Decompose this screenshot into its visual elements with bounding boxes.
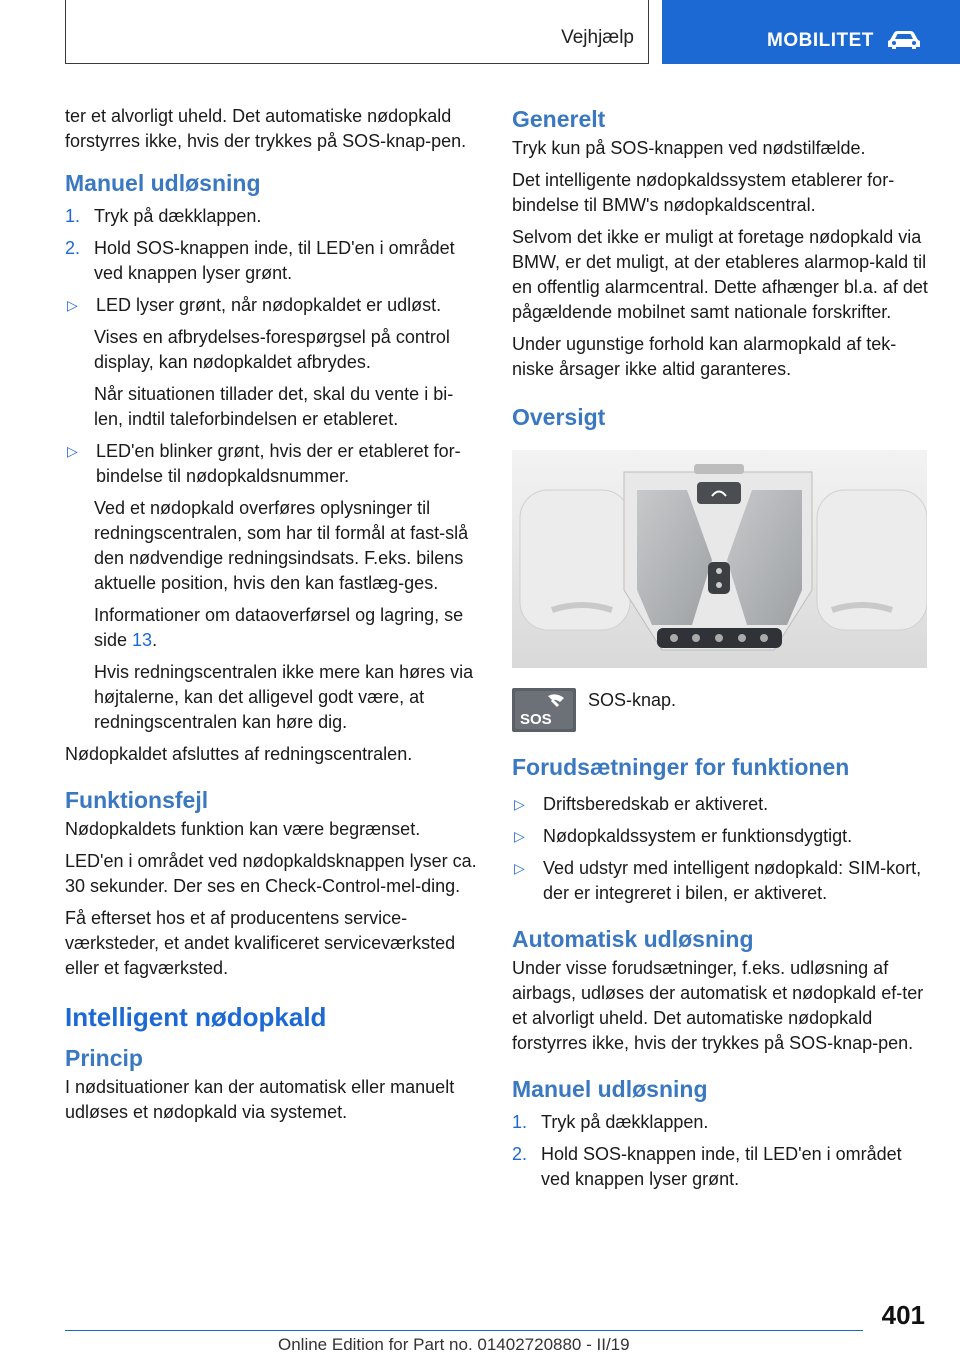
manual-heading-left: Manuel udløsning: [65, 170, 261, 196]
car-icon: [886, 29, 922, 51]
step-number: 2.: [512, 1144, 528, 1164]
sos-caption: SOS-knap.: [588, 690, 677, 710]
general-paragraph: Selvom det ikke er muligt at foretage nødopkald via BMW, er det muligt, at der etableres alarmop-kald til en offentlig alarmcentral. Dette afhænger bl.a. af det pågældende mobilnet samt nationale forskrifter.: [512, 227, 928, 322]
list-item: [65, 293, 480, 318]
triangle-bullet-icon: ▷: [67, 297, 78, 313]
list-item: [65, 236, 480, 286]
prereq-heading: Forudsætninger for funktionen: [512, 754, 850, 780]
triangle-bullet-icon: ▷: [67, 443, 78, 459]
overview-heading: Oversigt: [512, 404, 606, 430]
list-item: [512, 856, 930, 906]
list-item: [512, 792, 930, 817]
principle-heading: Princip: [65, 1045, 143, 1071]
step-number: 1.: [65, 206, 81, 226]
list-item: [512, 1110, 930, 1135]
header-section-box: [65, 0, 649, 64]
speaker-note: Hvis redningscentralen ikke mere kan høres via højtalerne, kan det alligevel godt være, at redningscentralen kan høre dig.: [94, 662, 474, 732]
bullet-text: LED lyser grønt, når nødopkaldet er udløst.: [96, 295, 442, 315]
bullet-sub-paragraph: Når situationen tillader det, skal du vente i bi-len, indtil taleforbindelsen er etableret.: [94, 384, 454, 429]
right-column: [512, 104, 930, 1199]
bullet-text: Nødopkaldssystem er funktionsdygtigt.: [543, 826, 853, 846]
triangle-bullet-icon: ▷: [514, 828, 525, 844]
header-chapter-tab[interactable]: [662, 0, 960, 64]
general-paragraph: Under ugunstige forhold kan alarmopkald af tek-niske årsager ikke altid garanteres.: [512, 334, 897, 379]
header-section-title: Vejhjælp: [561, 27, 634, 48]
step-text: Hold SOS-knappen inde, til LED'en i området ved knappen lyser grønt.: [541, 1144, 902, 1189]
list-item: [65, 439, 480, 489]
step-text: Hold SOS-knappen inde, til LED'en i området ved knappen lyser grønt.: [94, 238, 455, 283]
list-item: [512, 1142, 930, 1192]
page-link[interactable]: 13: [132, 630, 153, 650]
bullet-text: Ved udstyr med intelligent nødopkald: SIM-kort, der er integreret i bilen, er aktiveret.: [543, 858, 922, 903]
triangle-bullet-icon: ▷: [514, 796, 525, 812]
end-note: Nødopkaldet afsluttes af redningscentralen.: [65, 744, 413, 764]
step-text: Tryk på dækklappen.: [94, 206, 262, 226]
footer-edition: Online Edition for Part no. 01402720880 - II/19: [278, 1335, 630, 1354]
info-suffix: .: [152, 630, 158, 650]
intro-paragraph: ter et alvorligt uheld. Det automatiske nødopkald forstyrres ikke, hvis der trykkes på SOS-knap-pen.: [65, 106, 467, 151]
main-heading: Intelligent nødopkald: [65, 1002, 327, 1032]
fault-paragraph: Nødopkaldets funktion kan være begrænset.: [65, 819, 421, 839]
footer-divider: [65, 1330, 863, 1331]
overhead-console-illustration: [512, 450, 927, 668]
fault-heading: Funktionsfejl: [65, 787, 209, 813]
list-item: [65, 204, 480, 229]
left-column: [65, 104, 480, 1132]
triangle-bullet-icon: ▷: [514, 860, 525, 876]
info-prefix: Informationer om dataoverførsel og lagring, se side: [94, 605, 464, 650]
list-item: [512, 824, 930, 849]
sos-button-label: SOS: [520, 711, 552, 728]
general-paragraph: Tryk kun på SOS-knappen ved nødstilfælde.: [512, 138, 866, 158]
sos-button-icon: [512, 688, 576, 732]
page-number: 401: [881, 1300, 925, 1330]
step-number: 1.: [512, 1112, 528, 1132]
header-chapter-label: MOBILITET: [767, 30, 874, 51]
auto-heading: Automatisk udløsning: [512, 926, 754, 952]
bullet-text: LED'en blinker grønt, hvis der er etableret for-bindelse til nødopkaldsnummer.: [96, 441, 461, 486]
fault-paragraph: LED'en i området ved nødopkaldsknappen lyser ca. 30 sekunder. Der ses en Check-Control-mel-ding.: [65, 851, 477, 896]
step-text: Tryk på dækklappen.: [541, 1112, 709, 1132]
fault-paragraph: Få efterset hos et af producentens service-værksteder, et andet kvalificeret serviceværksted eller et fagværksted.: [65, 908, 456, 978]
manual-heading-right: Manuel udløsning: [512, 1076, 708, 1102]
step-number: 2.: [65, 238, 81, 258]
info-reference: [65, 603, 480, 653]
general-heading: Generelt: [512, 106, 606, 132]
sos-legend: [512, 688, 930, 732]
bullet-sub-paragraph: Vises en afbrydelses-forespørgsel på control display, kan nødopkaldet afbrydes.: [94, 327, 450, 372]
auto-paragraph: Under visse forudsætninger, f.eks. udløsning af airbags, udløses der automatisk et nødopkald ef-ter et alvorligt uheld. Det automatiske nødopkald forstyrres ikke, hvis der trykkes på SOS-knap-pen.: [512, 958, 924, 1053]
bullet-sub-paragraph: Ved et nødopkald overføres oplysninger til redningscentralen, som har til formål at fast-slå den nødvendige redningsindsats. F.eks. bilens aktuelle position, hvis den kan fastlæg-ges.: [94, 498, 469, 593]
principle-paragraph: I nødsituationer kan der automatisk eller manuelt udløses et nødopkald via systemet.: [65, 1077, 455, 1122]
general-paragraph: Det intelligente nødopkaldssystem etablerer for-bindelse til BMW's nødopkaldscentral.: [512, 170, 895, 215]
bullet-text: Driftsberedskab er aktiveret.: [543, 794, 769, 814]
